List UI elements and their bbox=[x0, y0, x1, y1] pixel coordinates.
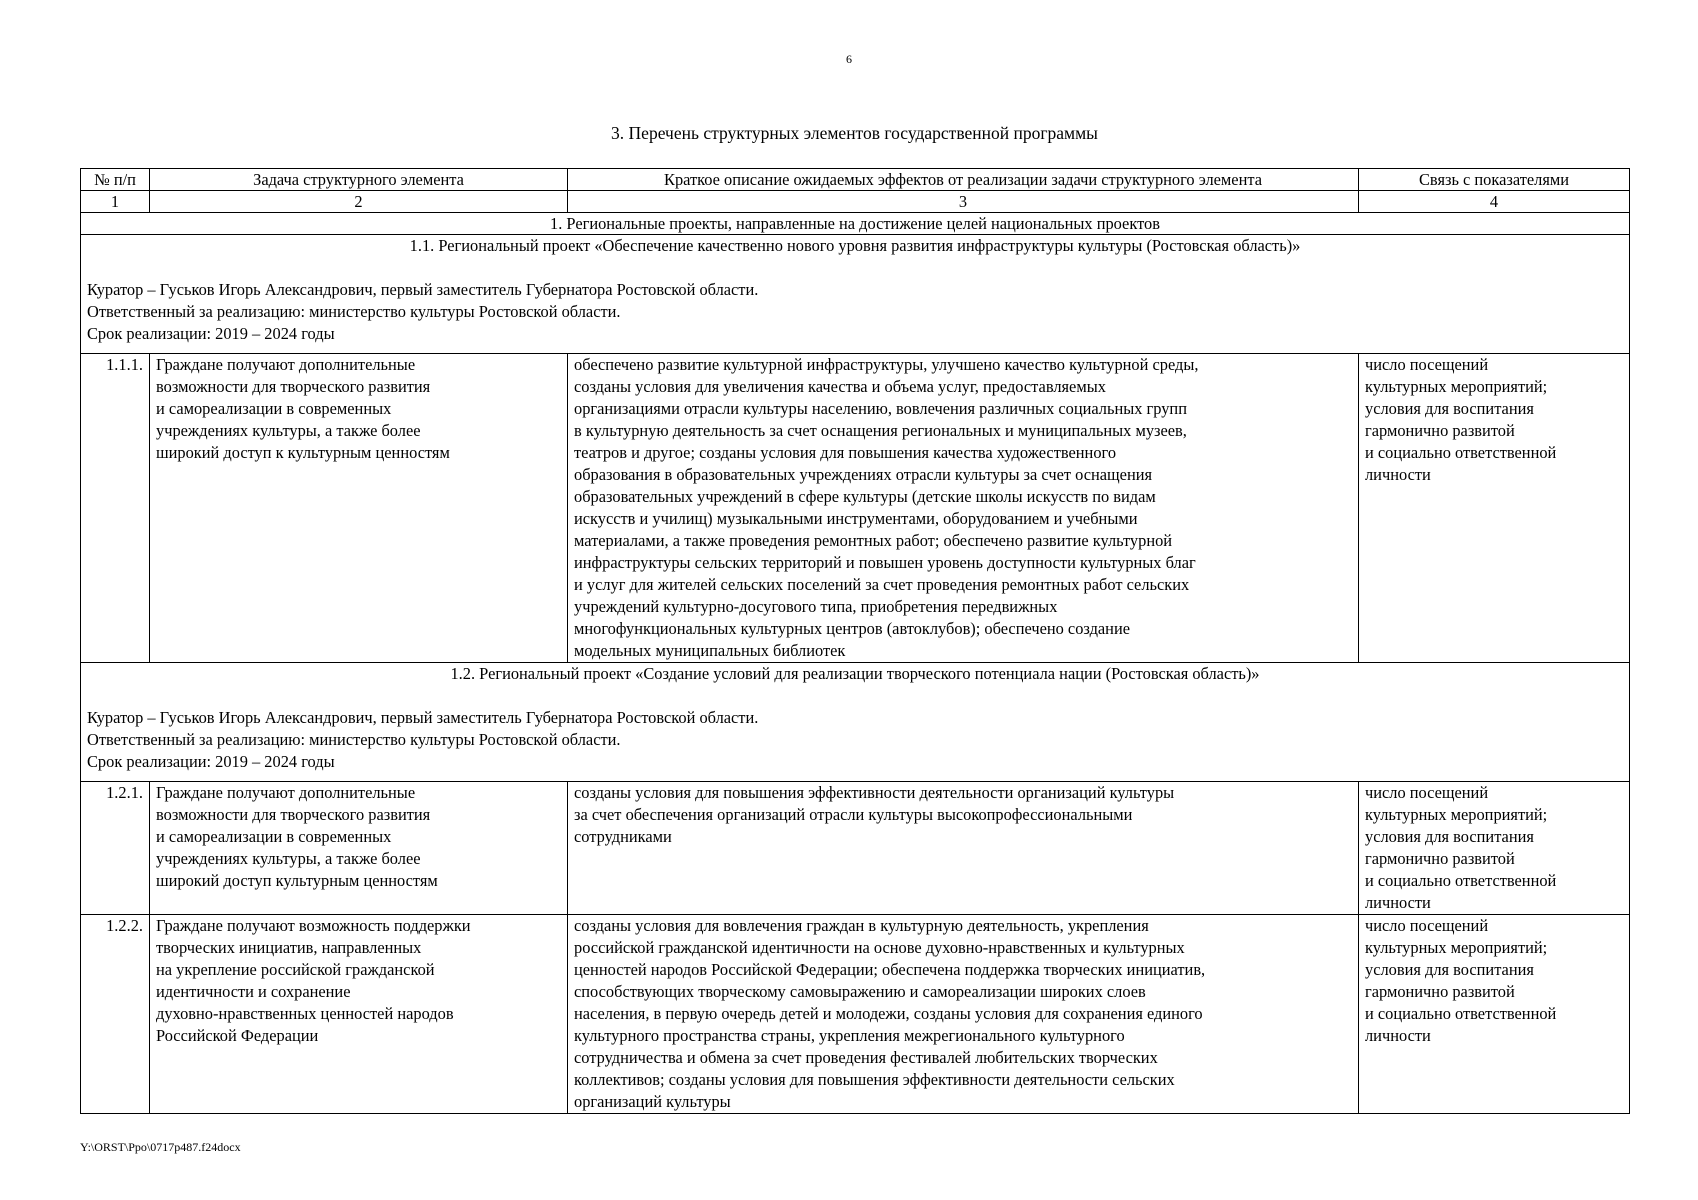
task-cell: Граждане получают дополнительные возможности для творческого развития и самореализации в современных учреждениях культуры, а также более широкий доступ культурным ценностям bbox=[150, 782, 568, 915]
effects-cell: обеспечено развитие культурной инфраструктуры, улучшено качество культурной среды, созданы условия для увеличения качества и объема услуг, предоставляемых организациями отрасли культуры населению, вовлечения различных социальных групп в культурную деятельность за счет оснащения региональных и муниципальных музеев, театров и другое; созданы условия для повышения качества художественного образования в образовательных учреждениях отрасли культуры за счет оснащения образовательных учреждений в сфере культуры (детские школы искусств по видам искусств и училищ) музыкальными инструментами, оборудованием и учебными материалами, а также проведения ремонтных работ; обеспечено развитие культурной инфраструктуры сельских территорий и повышен уровень доступности культурных благ и услуг для жителей сельских поселений за счет проведения ремонтных работ сельских учреждений культурно-досугового типа, приобретения передвижных многофункциональных культурных центров (автоклубов); обеспечено создание модельных муниципальных библиотек bbox=[568, 354, 1359, 663]
section-row bbox=[81, 213, 1630, 235]
table-header-row bbox=[81, 169, 1630, 191]
task-cell: Граждане получают возможность поддержки творческих инициатив, направленных на укрепление российской гражданской идентичности и сохранение духовно-нравственных ценностей народов Российской Федерации bbox=[150, 915, 568, 1114]
table-row bbox=[81, 915, 1630, 1114]
column-number: 1 bbox=[81, 191, 150, 213]
file-path-footer: Y:\ORST\Ppo\0717p487.f24docx bbox=[80, 1140, 241, 1154]
document-title: 3. Перечень структурных элементов государственной программы bbox=[611, 123, 1098, 143]
project-title: 1.1. Региональный проект «Обеспечение качественно нового уровня развития инфраструктуры культуры (Ростовская область)» bbox=[409, 236, 1301, 255]
indicators-cell: число посещений культурных мероприятий; условия для воспитания гармонично развитой и социально ответственной личности bbox=[1359, 915, 1630, 1114]
header-cell-number: № п/п bbox=[81, 169, 150, 191]
project-row bbox=[81, 235, 1630, 354]
header-cell-effects: Краткое описание ожидаемых эффектов от реализации задачи структурного элемента bbox=[568, 169, 1359, 191]
project-cell bbox=[81, 663, 1630, 782]
column-number: 3 bbox=[568, 191, 1359, 213]
column-number-row bbox=[81, 191, 1630, 213]
row-number: 1.1.1. bbox=[81, 354, 150, 663]
column-number: 2 bbox=[150, 191, 568, 213]
project-info: Куратор – Гуськов Игорь Александрович, первый заместитель Губернатора Ростовской области. Ответственный за реализацию: министерство культуры Ростовской области. Срок реализации: 2019 – 2024 годы bbox=[87, 708, 759, 771]
page-number: 6 bbox=[846, 52, 852, 66]
project-row bbox=[81, 663, 1630, 782]
row-number: 1.2.2. bbox=[81, 915, 150, 1114]
project-info: Куратор – Гуськов Игорь Александрович, первый заместитель Губернатора Ростовской области. Ответственный за реализацию: министерство культуры Ростовской области. Срок реализации: 2019 – 2024 годы bbox=[87, 280, 759, 343]
effects-cell: созданы условия для вовлечения граждан в культурную деятельность, укрепления российской гражданской идентичности на основе духовно-нравственных и культурных ценностей народов Российской Федерации; обеспечена поддержка творческих инициатив, способствующих творческому самовыражению и самореализации широких слоев населения, в первую очередь детей и молодежи, созданы условия для сохранения единого культурного пространства страны, укрепления межрегионального культурного сотрудничества и обмена за счет проведения фестивалей любительских творческих коллективов; созданы условия для повышения эффективности деятельности сельских организаций культуры bbox=[568, 915, 1359, 1114]
table-row bbox=[81, 354, 1630, 663]
task-cell: Граждане получают дополнительные возможности для творческого развития и самореализации в современных учреждениях культуры, а также более широкий доступ к культурным ценностям bbox=[150, 354, 568, 663]
indicators-cell: число посещений культурных мероприятий; условия для воспитания гармонично развитой и социально ответственной личности bbox=[1359, 354, 1630, 663]
structural-elements-table bbox=[80, 168, 1630, 1114]
project-cell bbox=[81, 235, 1630, 354]
header-cell-task: Задача структурного элемента bbox=[150, 169, 568, 191]
effects-cell: созданы условия для повышения эффективности деятельности организаций культуры за счет обеспечения организаций отрасли культуры высокопрофессиональными сотрудниками bbox=[568, 782, 1359, 915]
indicators-cell: число посещений культурных мероприятий; условия для воспитания гармонично развитой и социально ответственной личности bbox=[1359, 782, 1630, 915]
column-number: 4 bbox=[1359, 191, 1630, 213]
row-number: 1.2.1. bbox=[81, 782, 150, 915]
project-title: 1.2. Региональный проект «Создание условий для реализации творческого потенциала нации (Ростовская область)» bbox=[450, 664, 1260, 683]
table-row bbox=[81, 782, 1630, 915]
header-cell-indicators: Связь с показателями bbox=[1359, 169, 1630, 191]
section-title: 1. Региональные проекты, направленные на достижение целей национальных проектов bbox=[81, 213, 1630, 235]
